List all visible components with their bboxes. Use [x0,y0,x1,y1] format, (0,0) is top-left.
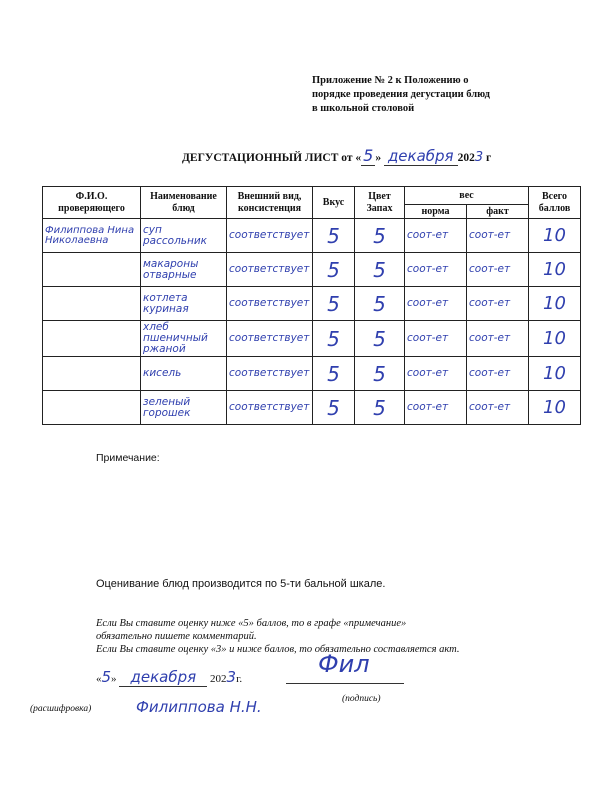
title-month-handwritten: декабря [384,147,458,166]
footer-day-handwritten: 5 [101,668,112,686]
color-smell-score: 5 [373,326,386,351]
footer-date-close: » [111,673,117,685]
footer-year-handwritten: 3 [226,668,237,686]
taste-score: 5 [327,223,340,248]
instruction-line-2: обязательно пишете комментарий. [96,631,257,642]
taste-score: 5 [327,326,340,351]
inspector-cell-empty [43,253,141,287]
dish-name: хлеб пшеничный ржаной [143,321,208,355]
appendix-line-3: в школьной столовой [312,103,415,114]
title-suffix: г [486,152,492,164]
weight-fact-value: соот-ет [469,297,511,309]
table-row [43,357,581,391]
total-score: 10 [543,363,566,384]
total-score: 10 [543,225,566,246]
instruction-line-1: Если Вы ставите оценку ниже «5» баллов, то в графе «примечание» [96,618,407,629]
header-weight: вес [405,187,529,205]
inspector-cell-empty [43,357,141,391]
appearance-value: соответствует [229,229,310,241]
footer-date-open: « [96,673,102,685]
inspector-name: Филиппова Нина Николаевна [45,224,135,246]
weight-norm-value: соот-ет [407,401,449,413]
weight-fact-value: соот-ет [469,263,511,275]
weight-norm-value: соот-ет [407,332,449,344]
document-title [182,146,491,165]
weight-fact-value: соот-ет [469,367,511,379]
appearance-value: соответствует [229,367,310,379]
weight-norm-value: соот-ет [407,297,449,309]
taste-score: 5 [327,291,340,316]
footer-year-print: 202 [210,673,227,685]
appearance-value: соответствует [229,332,310,344]
signature-caption: (подпись) [342,694,381,704]
note-label: Примечание: [96,452,160,464]
appendix-line-1: Приложение № 2 к Положению о [312,75,469,86]
weight-fact-value: соот-ет [469,401,511,413]
dish-name: кисель [143,367,182,379]
title-prefix: ДЕГУСТАЦИОННЫЙ ЛИСТ от « [182,152,362,164]
title-mid: » [375,152,382,164]
total-score: 10 [543,328,566,349]
header-dish: Наименование блюд [141,187,227,219]
total-score: 10 [543,397,566,418]
header-fio: Ф.И.О. проверяющего [43,187,141,219]
footer-month-handwritten: декабря [119,668,207,687]
weight-norm-value: соот-ет [407,229,449,241]
appearance-value: соответствует [229,401,310,413]
dish-name: котлета куриная [143,291,189,315]
total-score: 10 [543,259,566,280]
header-weight-norm: норма [405,205,467,219]
color-smell-score: 5 [373,361,386,386]
signature-handwritten: Фил [318,650,370,678]
footer-year-suffix: г. [236,673,243,685]
taste-score: 5 [327,257,340,282]
header-total: Всего баллов [529,187,581,219]
dish-name: макароны отварные [143,257,199,281]
color-smell-score: 5 [373,257,386,282]
title-year-handwritten: 3 [474,150,484,165]
color-smell-score: 5 [373,395,386,420]
appendix-line-2: порядке проведения дегустации блюд [312,89,490,100]
color-smell-score: 5 [373,291,386,316]
decode-name-handwritten: Филиппова Н.Н. [136,698,262,716]
table-row [43,287,581,321]
total-score: 10 [543,293,566,314]
color-smell-score: 5 [373,223,386,248]
taste-score: 5 [327,361,340,386]
appendix-header [312,74,527,116]
weight-fact-value: соот-ет [469,332,511,344]
weight-norm-value: соот-ет [407,367,449,379]
weight-norm-value: соот-ет [407,263,449,275]
header-appearance: Внешний вид, консистенция [227,187,313,219]
dish-name: суп рассольник [143,223,207,247]
instruction-line-3: Если Вы ставите оценку «3» и ниже баллов, то обязательно составляется акт. [96,644,460,655]
instructions-block [96,617,536,656]
weight-fact-value: соот-ет [469,229,511,241]
table-row [43,321,581,357]
header-weight-fact: факт [467,205,529,219]
footer-date [96,668,242,687]
header-taste: Вкус [313,187,355,219]
inspector-cell [43,219,141,253]
appearance-value: соответствует [229,263,310,275]
title-day-handwritten: 5 [363,146,374,165]
scale-statement: Оценивание блюд производится по 5-ти бальной шкале. [96,578,386,590]
inspector-cell-empty [43,287,141,321]
header-color-smell: Цвет Запах [355,187,405,219]
table-row [43,391,581,425]
inspector-cell-empty [43,321,141,357]
table-row [43,253,581,287]
inspector-cell-empty [43,391,141,425]
dish-name: зеленый горошек [143,395,191,419]
signature-line [286,682,404,684]
appearance-value: соответствует [229,297,310,309]
tasting-table [42,186,581,425]
table-row [43,219,581,253]
title-year-print: 202 [457,152,475,164]
decode-caption: (расшифровка) [30,704,92,714]
taste-score: 5 [327,395,340,420]
